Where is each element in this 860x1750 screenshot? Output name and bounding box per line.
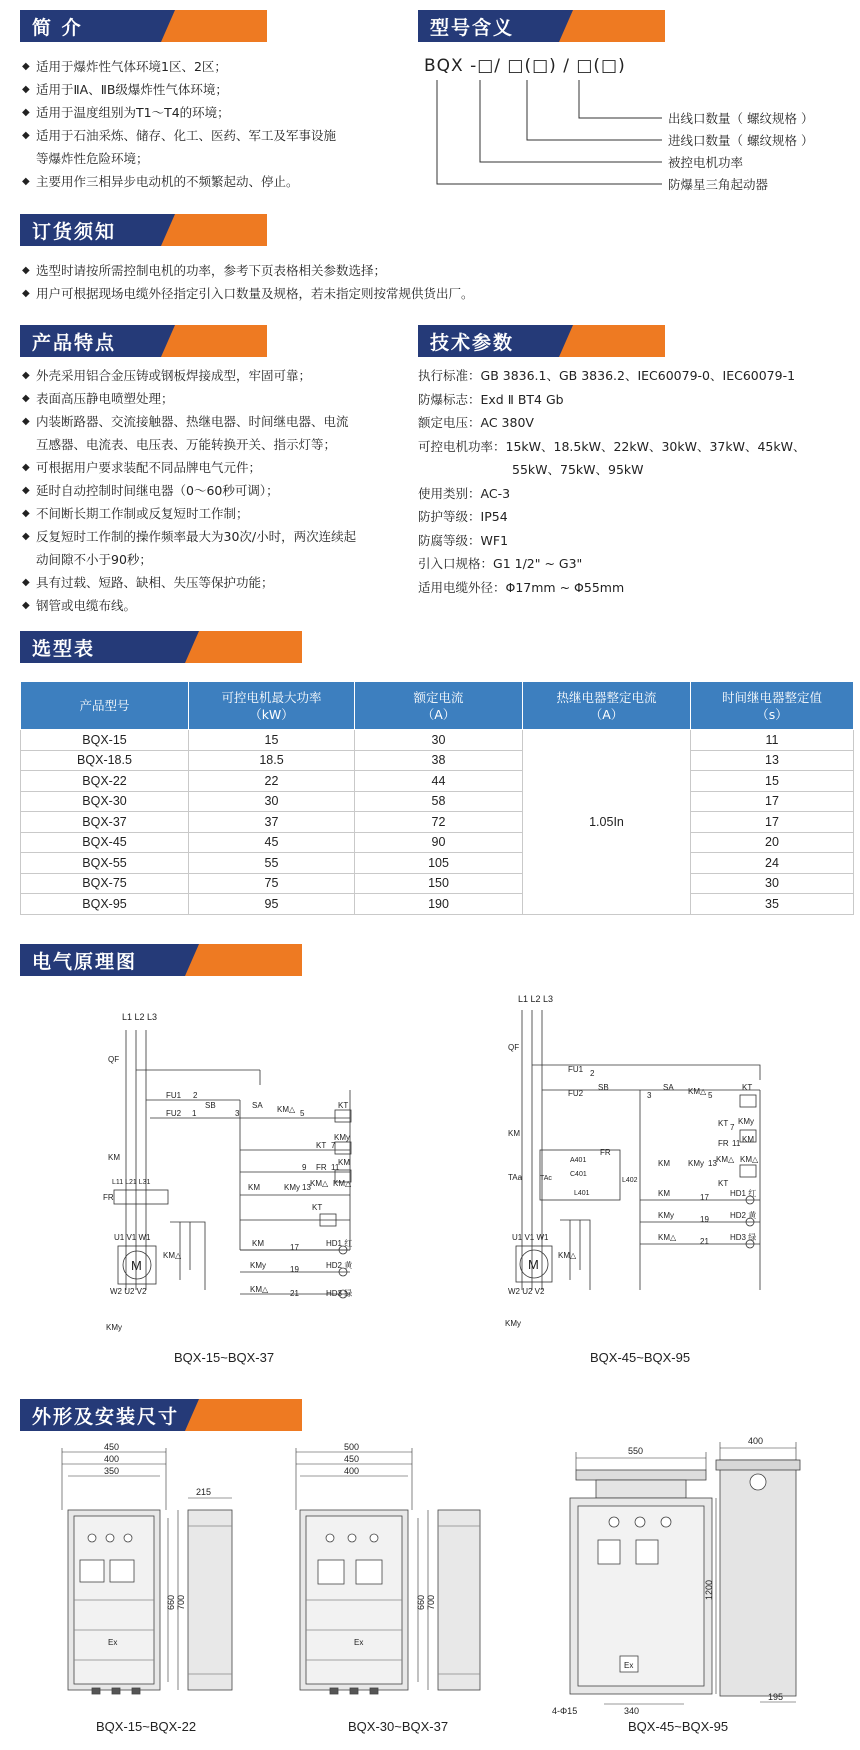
header-ordering — [20, 214, 267, 246]
svg-text:13: 13 — [708, 1159, 717, 1168]
svg-text:KT: KT — [316, 1141, 327, 1150]
table-cell: BQX-15 — [21, 730, 189, 751]
feature-item: ◆ 延时自动控制时间继电器（0～60秒可调）； — [22, 483, 279, 498]
svg-text:KM△: KM△ — [277, 1105, 296, 1114]
svg-text:KM: KM — [742, 1135, 754, 1144]
svg-text:19: 19 — [700, 1215, 709, 1224]
table-row — [21, 812, 854, 833]
model-label-power: 被控电机功率 — [668, 155, 744, 170]
table-cell: 72 — [355, 812, 523, 833]
svg-text:KT: KT — [718, 1179, 729, 1188]
svg-text:KM△: KM△ — [250, 1285, 269, 1294]
svg-text:3: 3 — [235, 1109, 240, 1118]
dim-a-caption: BQX-15~BQX-22 — [96, 1719, 197, 1734]
header-circuit — [20, 944, 302, 976]
th-thermal: 热继电器整定电流 （A） — [523, 682, 691, 730]
svg-text:KMy: KMy — [688, 1159, 704, 1168]
svg-text:660: 660 — [166, 1594, 176, 1610]
svg-text:350: 350 — [104, 1466, 120, 1476]
svg-text:KM△: KM△ — [558, 1251, 577, 1260]
svg-text:KM: KM — [252, 1239, 264, 1248]
header-dimensions — [20, 1399, 302, 1431]
table-cell: 150 — [355, 873, 523, 894]
svg-text:KM△: KM△ — [658, 1233, 677, 1242]
svg-text:L401: L401 — [574, 1190, 590, 1197]
svg-text:550: 550 — [628, 1446, 644, 1456]
svg-text:215: 215 — [196, 1487, 212, 1497]
table-row — [21, 832, 854, 853]
circuit-a-fu1: FU1 — [166, 1091, 182, 1100]
table-cell: 58 — [355, 791, 523, 812]
table-cell: 17 — [691, 812, 854, 833]
table-row — [21, 853, 854, 874]
svg-text:U1 V1 W1: U1 V1 W1 — [512, 1233, 549, 1242]
svg-text:HD3 绿: HD3 绿 — [730, 1233, 757, 1242]
svg-text:KMy: KMy — [658, 1211, 674, 1220]
svg-text:21: 21 — [700, 1237, 709, 1246]
svg-text:KM: KM — [248, 1183, 260, 1192]
table-row — [21, 771, 854, 792]
table-cell: BQX-22 — [21, 771, 189, 792]
svg-text:SA: SA — [663, 1083, 674, 1092]
tech-row: 引入口规格： G1 1/2" ~ G3" — [418, 556, 583, 571]
intro-item: ◆ 适用于石油采炼、储存、化工、医药、军工及军事设施 — [22, 128, 337, 143]
header-model-label: 型号含义 — [418, 10, 573, 42]
svg-text:KM: KM — [338, 1158, 350, 1167]
header-selection-label: 选型表 — [20, 631, 199, 663]
header-ordering-label: 订货须知 — [20, 214, 175, 246]
table-header-row — [21, 682, 854, 730]
table-cell: BQX-75 — [21, 873, 189, 894]
th-timer: 时间继电器整定值 （s） — [691, 682, 854, 730]
svg-text:U1 V1 W1: U1 V1 W1 — [114, 1233, 151, 1242]
svg-text:660: 660 — [416, 1594, 426, 1610]
svg-text:1: 1 — [192, 1109, 197, 1118]
svg-text:11: 11 — [732, 1139, 741, 1148]
svg-text:450: 450 — [104, 1442, 120, 1452]
header-features — [20, 325, 267, 357]
table-cell: 35 — [691, 894, 854, 915]
intro-item-cont: 等爆炸性危险环境； — [36, 151, 149, 166]
svg-text:FR: FR — [316, 1163, 327, 1172]
svg-text:KM△: KM△ — [163, 1251, 182, 1260]
tech-row: 适用电缆外径： Φ17mm ~ Φ55mm — [418, 579, 625, 595]
table-row — [21, 873, 854, 894]
circuit-diagrams — [0, 990, 860, 1360]
svg-text:FR: FR — [103, 1193, 114, 1202]
th-model: 产品型号 — [21, 682, 189, 730]
circuit-b-caption: BQX-45~BQX-95 — [590, 1350, 691, 1365]
circuit-b-labels — [505, 994, 759, 1328]
svg-text:A401: A401 — [570, 1157, 587, 1164]
svg-text:HD3 绿: HD3 绿 — [326, 1289, 353, 1298]
svg-text:3: 3 — [647, 1091, 652, 1100]
table-cell: BQX-45 — [21, 832, 189, 853]
circuit-a-qf: QF — [108, 1055, 120, 1064]
svg-text:TAa: TAa — [508, 1173, 523, 1182]
intro-item: ◆ 主要用作三相异步电动机的不频繁起动、停止。 — [22, 174, 299, 189]
svg-text:KMy: KMy — [738, 1117, 754, 1126]
svg-text:195: 195 — [768, 1692, 784, 1702]
table-cell: 20 — [691, 832, 854, 853]
svg-text:21: 21 — [290, 1289, 299, 1298]
svg-text:KMy: KMy — [505, 1319, 521, 1328]
table-cell: 15 — [189, 730, 355, 751]
table-row — [21, 750, 854, 771]
header-intro-label: 简 介 — [20, 10, 175, 42]
dim-b-caption: BQX-30~BQX-37 — [348, 1719, 449, 1734]
svg-text:KMy: KMy — [106, 1323, 122, 1332]
svg-text:KM: KM — [108, 1153, 120, 1162]
feature-item: ◆ 可根据用户要求装配不同品牌电气元件； — [22, 460, 262, 475]
svg-text:340: 340 — [624, 1706, 640, 1716]
table-cell: 105 — [355, 853, 523, 874]
svg-text:1200: 1200 — [704, 1579, 714, 1600]
motor-a: M — [131, 1258, 142, 1273]
svg-text:KMy: KMy — [284, 1183, 300, 1192]
svg-text:L11 L21 L31: L11 L21 L31 — [112, 1179, 151, 1186]
tech-row: 防腐等级： WF1 — [418, 532, 509, 548]
svg-text:KM: KM — [658, 1159, 670, 1168]
svg-text:9: 9 — [302, 1163, 307, 1172]
svg-text:FU1: FU1 — [568, 1065, 584, 1074]
header-circuit-label: 电气原理图 — [20, 944, 199, 976]
svg-text:KM: KM — [508, 1129, 520, 1138]
intro-item: ◆ 适用于爆炸性气体环境1区、2区； — [22, 59, 227, 74]
tech-row: 防爆标志： Exd Ⅱ BT4 Gb — [418, 391, 564, 407]
svg-text:KT: KT — [312, 1203, 323, 1212]
svg-text:HD1 红: HD1 红 — [730, 1189, 757, 1198]
table-cell: 15 — [691, 771, 854, 792]
feature-item: ◆ 不间断长期工作制或反复短时工作制； — [22, 506, 249, 521]
header-dimensions-label: 外形及安装尺寸 — [20, 1399, 199, 1431]
ordering-item: ◆ 用户可根据现场电缆外径指定引入口数量及规格，若未指定则按常规供货出厂。 — [22, 286, 474, 301]
table-cell: 55 — [189, 853, 355, 874]
tech-row: 使用类别： AC-3 — [418, 485, 511, 501]
table-cell: 13 — [691, 750, 854, 771]
svg-text:KT: KT — [742, 1083, 753, 1092]
table-cell: 30 — [355, 730, 523, 751]
svg-text:FU2: FU2 — [568, 1089, 584, 1098]
svg-text:L402: L402 — [622, 1177, 638, 1184]
model-label-outlet: 出线口数量（ 螺纹规格 ） — [668, 111, 814, 126]
svg-text:400: 400 — [104, 1454, 120, 1464]
header-selection — [20, 631, 302, 663]
selection-table — [20, 681, 854, 915]
svg-text:TAc: TAc — [540, 1175, 552, 1182]
ordering-item: ◆ 选型时请按所需控制电机的功率，参考下页表格相关参数选择； — [22, 263, 387, 278]
tech-row: 55kW、75kW、95kW — [512, 462, 644, 477]
table-cell: BQX-30 — [21, 791, 189, 812]
table-cell: 30 — [691, 873, 854, 894]
feature-item: ◆ 具有过载、短路、缺相、失压等保护功能； — [22, 575, 274, 590]
model-label-type: 防爆星三角起动器 — [668, 177, 769, 192]
svg-text:17: 17 — [700, 1193, 709, 1202]
svg-text:QF: QF — [508, 1043, 520, 1052]
model-code: BQX -□/ □(□) / □(□) — [424, 56, 626, 76]
svg-text:FR: FR — [600, 1148, 611, 1157]
svg-text:KT: KT — [718, 1119, 729, 1128]
svg-text:5: 5 — [708, 1091, 713, 1100]
svg-text:11: 11 — [331, 1163, 340, 1172]
svg-text:Ex: Ex — [354, 1638, 364, 1647]
intro-item: ◆ 适用于温度组别为T1～T4的环境； — [22, 105, 230, 120]
table-cell: 90 — [355, 832, 523, 853]
intro-item: ◆ 适用于ⅡA、ⅡB级爆炸性气体环境； — [22, 82, 228, 97]
table-cell: 30 — [189, 791, 355, 812]
tech-row: 防护等级： IP54 — [418, 509, 508, 524]
svg-text:KT: KT — [338, 1101, 349, 1110]
model-label-inlet: 进线口数量（ 螺纹规格 ） — [668, 133, 814, 148]
circuit-a-fu2: FU2 — [166, 1109, 182, 1118]
svg-text:KMy: KMy — [334, 1133, 350, 1142]
svg-text:W2 U2 V2: W2 U2 V2 — [508, 1287, 545, 1296]
feature-item-cont: 动间隙不小于90秒； — [36, 552, 152, 567]
th-current: 额定电流 （A） — [355, 682, 523, 730]
svg-text:W2 U2 V2: W2 U2 V2 — [110, 1287, 147, 1296]
circuit-b — [516, 1010, 760, 1290]
svg-text:2: 2 — [590, 1069, 595, 1078]
svg-text:KM△: KM△ — [740, 1155, 759, 1164]
table-cell: BQX-18.5 — [21, 750, 189, 771]
svg-text:7: 7 — [331, 1141, 336, 1150]
svg-text:4-Φ15: 4-Φ15 — [552, 1706, 578, 1716]
table-row — [21, 894, 854, 915]
svg-text:13: 13 — [302, 1183, 311, 1192]
tech-row: 额定电压： AC 380V — [418, 415, 534, 430]
feature-item: ◆ 外壳采用铝合金压铸或钢板焊接成型，牢固可靠； — [22, 368, 312, 383]
circuit-a-l: L1 L2 L3 — [122, 1012, 158, 1022]
svg-text:400: 400 — [344, 1466, 360, 1476]
svg-text:7: 7 — [730, 1123, 735, 1132]
svg-text:HD2 黄: HD2 黄 — [730, 1211, 757, 1220]
table-cell: 45 — [189, 832, 355, 853]
svg-text:KM: KM — [658, 1189, 670, 1198]
table-cell: BQX-55 — [21, 853, 189, 874]
svg-text:HD1 红: HD1 红 — [326, 1239, 353, 1248]
feature-item: ◆ 表面高压静电喷塑处理； — [22, 391, 174, 406]
svg-text:HD2 黄: HD2 黄 — [326, 1261, 353, 1270]
svg-text:Ex: Ex — [108, 1638, 118, 1647]
table-cell: 17 — [691, 791, 854, 812]
enclosure-c — [570, 1460, 800, 1696]
motor-b: M — [528, 1257, 539, 1272]
svg-text:FR: FR — [718, 1139, 729, 1148]
feature-item: ◆ 内装断路器、交流接触器、热继电器、时间继电器、电流 — [22, 414, 349, 429]
table-row — [21, 791, 854, 812]
svg-text:400: 400 — [748, 1436, 764, 1446]
table-body — [21, 730, 854, 915]
table-cell: 44 — [355, 771, 523, 792]
svg-text:700: 700 — [426, 1594, 436, 1610]
enclosure-a — [68, 1510, 232, 1694]
table-cell: 38 — [355, 750, 523, 771]
table-cell: 22 — [189, 771, 355, 792]
circuit-a-sa: SA — [252, 1101, 263, 1110]
svg-text:Ex: Ex — [624, 1661, 634, 1670]
feature-item: ◆ 反复短时工作制的操作频率最大为30次/小时，两次连续起 — [22, 529, 357, 544]
svg-text:2: 2 — [193, 1091, 198, 1100]
dimension-drawings — [0, 1430, 860, 1716]
header-tech — [418, 325, 665, 357]
header-features-label: 产品特点 — [20, 325, 175, 357]
th-power: 可控电机最大功率 （kW） — [189, 682, 355, 730]
circuit-a-sb: SB — [205, 1101, 216, 1110]
enclosure-b — [300, 1510, 480, 1694]
feature-item-cont: 互感器、电流表、电压表、万能转换开关、指示灯等； — [36, 437, 337, 452]
svg-text:SB: SB — [598, 1083, 609, 1092]
table-cell: 190 — [355, 894, 523, 915]
svg-text:450: 450 — [344, 1454, 360, 1464]
tech-row: 执行标准： GB 3836.1、GB 3836.2、IEC60079-0、IEC60079-1 — [418, 368, 796, 383]
table-cell: BQX-95 — [21, 894, 189, 915]
svg-text:5: 5 — [300, 1109, 305, 1118]
table-cell: 11 — [691, 730, 854, 751]
svg-text:KMy: KMy — [250, 1261, 266, 1270]
table-cell: BQX-37 — [21, 812, 189, 833]
table-cell: 95 — [189, 894, 355, 915]
dim-c-caption: BQX-45~BQX-95 — [628, 1719, 729, 1734]
svg-text:500: 500 — [344, 1442, 360, 1452]
thermal-setting-cell: 1.05In — [523, 730, 691, 915]
svg-text:17: 17 — [290, 1243, 299, 1252]
svg-text:KM△: KM△ — [688, 1087, 707, 1096]
circuit-a-caption: BQX-15~BQX-37 — [174, 1350, 275, 1365]
table-cell: 18.5 — [189, 750, 355, 771]
ordering-list — [22, 259, 842, 305]
tech-row: 可控电机功率： 15kW、18.5kW、22kW、30kW、37kW、45kW、 — [418, 438, 806, 454]
table-row — [21, 730, 854, 751]
svg-text:L1 L2 L3: L1 L2 L3 — [518, 994, 554, 1004]
table-cell: 75 — [189, 873, 355, 894]
features-list — [22, 364, 417, 617]
svg-text:KM△: KM△ — [716, 1155, 735, 1164]
table-cell: 24 — [691, 853, 854, 874]
header-tech-label: 技术参数 — [418, 325, 573, 357]
svg-text:C401: C401 — [570, 1171, 587, 1178]
svg-text:19: 19 — [290, 1265, 299, 1274]
svg-text:700: 700 — [176, 1594, 186, 1610]
tech-params — [418, 364, 848, 599]
table-cell: 37 — [189, 812, 355, 833]
svg-text:KM△: KM△ — [333, 1179, 352, 1188]
svg-text:KM△: KM△ — [310, 1179, 329, 1188]
feature-item: ◆ 钢管或电缆布线。 — [22, 598, 137, 613]
